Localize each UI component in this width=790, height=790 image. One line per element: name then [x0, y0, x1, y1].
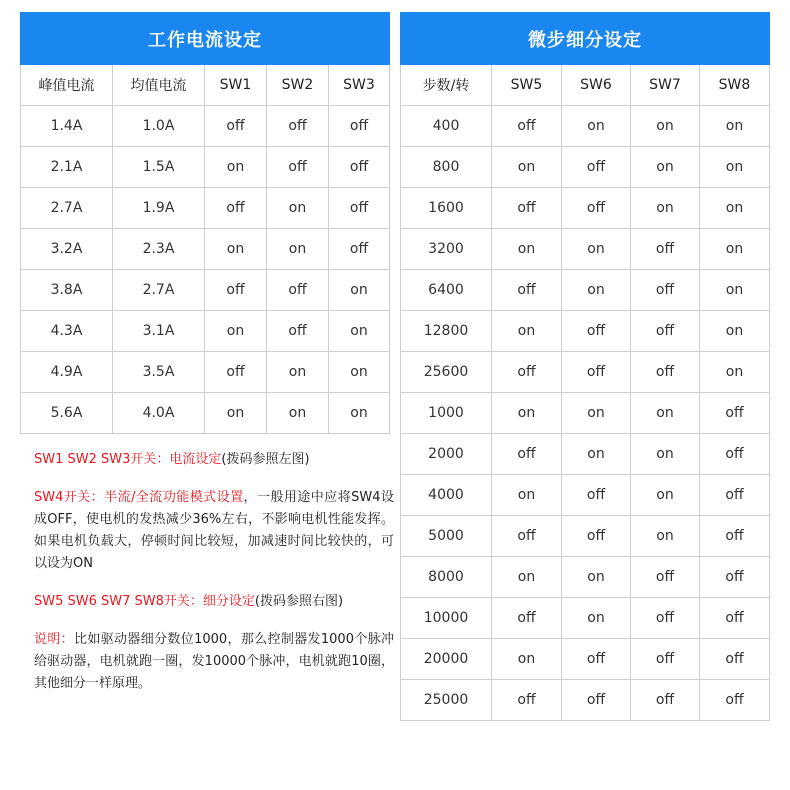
table-cell: off [492, 598, 562, 639]
note-explanation [34, 629, 394, 695]
note-label: SW4开关：半流/全流功能模式设置 [34, 490, 244, 505]
table-cell: off [492, 188, 562, 229]
table-cell: off [700, 434, 770, 475]
table-cell: on [329, 270, 390, 311]
table-cell: off [700, 598, 770, 639]
table-cell: 2000 [401, 434, 492, 475]
table-cell: 8000 [401, 557, 492, 598]
table-row [401, 352, 770, 393]
table-row [21, 393, 390, 434]
note-text: (拨码参照右图) [254, 594, 344, 609]
table-cell: 2.1A [21, 147, 113, 188]
table-cell: 2.3A [113, 229, 205, 270]
table-cell: on [492, 639, 562, 680]
table-cell: off [205, 270, 267, 311]
table-cell: 3.2A [21, 229, 113, 270]
table-cell: on [700, 147, 770, 188]
note-text: (拨码参照左图) [221, 452, 310, 467]
table-row [21, 229, 390, 270]
header-sw1: SW1 [205, 65, 267, 106]
table-row [401, 680, 770, 721]
table-cell: off [267, 147, 329, 188]
table-cell: on [700, 311, 770, 352]
table-cell: off [631, 557, 700, 598]
table-cell: 400 [401, 106, 492, 147]
table-row [401, 475, 770, 516]
table-row [401, 598, 770, 639]
table-cell: on [492, 393, 562, 434]
table-cell: off [631, 639, 700, 680]
table-row [21, 311, 390, 352]
table-row [401, 270, 770, 311]
table-cell: off [562, 680, 631, 721]
table-cell: off [631, 598, 700, 639]
table-cell: 4000 [401, 475, 492, 516]
table-cell: off [329, 229, 390, 270]
table-cell: off [631, 270, 700, 311]
notes-block [34, 449, 394, 711]
table-cell: off [492, 352, 562, 393]
note-label: SW1 SW2 SW3开关：电流设定 [34, 452, 222, 467]
table-cell: off [492, 106, 562, 147]
table-row [21, 188, 390, 229]
table-cell: on [329, 393, 390, 434]
table-cell: off [631, 352, 700, 393]
table-cell: on [562, 557, 631, 598]
note-text: ，一般用途中应将SW4设成OFF，使电机的发热减少36%左右，不影响电机性能发挥。如果电机负载大，停顿时间比较短，加减速时间比较快的，可以设为ON [34, 490, 394, 571]
table-row [401, 393, 770, 434]
table-cell: 25600 [401, 352, 492, 393]
table-cell: on [562, 393, 631, 434]
table-row [401, 229, 770, 270]
table-cell: on [205, 393, 267, 434]
table-row [401, 557, 770, 598]
table-row [21, 352, 390, 393]
table-cell: on [700, 106, 770, 147]
header-avg-current: 均值电流 [113, 65, 205, 106]
table-cell: off [267, 106, 329, 147]
table-cell: 1600 [401, 188, 492, 229]
table-cell: off [700, 393, 770, 434]
header-steps-per-rev: 步数/转 [401, 65, 492, 106]
table-row [21, 106, 390, 147]
header-peak-current: 峰值电流 [21, 65, 113, 106]
table-cell: off [700, 475, 770, 516]
table-cell: 4.9A [21, 352, 113, 393]
table-cell: on [267, 188, 329, 229]
table-cell: 2.7A [21, 188, 113, 229]
table-row [401, 106, 770, 147]
table-cell: on [700, 229, 770, 270]
table-row [401, 147, 770, 188]
table-cell: off [562, 188, 631, 229]
table-cell: 10000 [401, 598, 492, 639]
table-row [21, 270, 390, 311]
table-cell: off [267, 270, 329, 311]
table-cell: on [562, 229, 631, 270]
table-cell: 20000 [401, 639, 492, 680]
table-cell: 6400 [401, 270, 492, 311]
table-row [401, 311, 770, 352]
table-cell: off [205, 188, 267, 229]
table-cell: off [631, 311, 700, 352]
table-cell: on [562, 270, 631, 311]
table-cell: off [492, 680, 562, 721]
table-cell: off [562, 147, 631, 188]
table-cell: off [492, 516, 562, 557]
table-cell: 1.5A [113, 147, 205, 188]
table-cell: 1000 [401, 393, 492, 434]
table-cell: on [631, 516, 700, 557]
table-cell: on [631, 106, 700, 147]
table-cell: off [700, 639, 770, 680]
table-cell: on [562, 598, 631, 639]
table-cell: off [631, 680, 700, 721]
table-cell: on [631, 434, 700, 475]
header-sw8: SW8 [700, 65, 770, 106]
table-cell: on [205, 147, 267, 188]
table-cell: on [267, 393, 329, 434]
table-cell: on [700, 270, 770, 311]
table-cell: 3.5A [113, 352, 205, 393]
header-sw3: SW3 [329, 65, 390, 106]
table-cell: off [562, 311, 631, 352]
header-sw6: SW6 [562, 65, 631, 106]
header-sw2: SW2 [267, 65, 329, 106]
table-cell: 1.9A [113, 188, 205, 229]
table-cell: off [492, 270, 562, 311]
header-sw5: SW5 [492, 65, 562, 106]
table-cell: on [562, 106, 631, 147]
microstep-table-body [401, 106, 770, 721]
current-setting-table [20, 12, 390, 434]
current-table-title: 工作电流设定 [21, 13, 390, 65]
table-cell: on [492, 475, 562, 516]
table-row [401, 516, 770, 557]
note-current-switches [34, 449, 394, 471]
table-cell: 800 [401, 147, 492, 188]
table-cell: on [492, 147, 562, 188]
table-cell: on [700, 352, 770, 393]
current-table-body [21, 106, 390, 434]
table-cell: on [562, 434, 631, 475]
table-cell: off [700, 680, 770, 721]
note-label: 说明： [34, 632, 75, 647]
table-cell: on [205, 229, 267, 270]
table-cell: off [562, 639, 631, 680]
table-cell: off [562, 516, 631, 557]
table-cell: 4.0A [113, 393, 205, 434]
table-cell: on [492, 557, 562, 598]
table-cell: off [562, 352, 631, 393]
table-cell: 12800 [401, 311, 492, 352]
microstep-table [400, 12, 770, 721]
table-cell: off [329, 106, 390, 147]
table-cell: off [329, 147, 390, 188]
table-row [401, 434, 770, 475]
table-cell: 1.0A [113, 106, 205, 147]
table-cell: off [562, 475, 631, 516]
table-cell: 5.6A [21, 393, 113, 434]
table-cell: off [205, 352, 267, 393]
table-cell: off [700, 557, 770, 598]
microstep-table-title: 微步细分设定 [401, 13, 770, 65]
table-cell: on [492, 229, 562, 270]
table-row [21, 147, 390, 188]
table-cell: 2.7A [113, 270, 205, 311]
table-cell: on [329, 311, 390, 352]
table-cell: 5000 [401, 516, 492, 557]
table-cell: 3200 [401, 229, 492, 270]
table-cell: 3.1A [113, 311, 205, 352]
table-cell: on [267, 352, 329, 393]
table-cell: off [700, 516, 770, 557]
table-cell: 3.8A [21, 270, 113, 311]
table-cell: on [631, 393, 700, 434]
note-subdiv-switches [34, 591, 394, 613]
table-row [401, 188, 770, 229]
table-cell: on [329, 352, 390, 393]
table-cell: off [267, 311, 329, 352]
note-label: SW5 SW6 SW7 SW8开关：细分设定 [34, 594, 255, 609]
table-cell: on [267, 229, 329, 270]
table-cell: off [205, 106, 267, 147]
table-cell: off [631, 229, 700, 270]
table-cell: 25000 [401, 680, 492, 721]
table-cell: on [631, 475, 700, 516]
table-cell: on [631, 147, 700, 188]
table-cell: on [631, 188, 700, 229]
table-cell: off [492, 434, 562, 475]
table-cell: on [700, 188, 770, 229]
header-sw7: SW7 [631, 65, 700, 106]
table-row [401, 639, 770, 680]
table-cell: on [492, 311, 562, 352]
table-cell: on [205, 311, 267, 352]
note-sw4 [34, 487, 394, 575]
table-cell: 4.3A [21, 311, 113, 352]
note-text: 比如驱动器细分数位1000，那么控制器发1000个脉冲给驱动器，电机就跑一圈，发10000个脉冲，电机就跑10圈，其他细分一样原理。 [34, 632, 394, 691]
table-cell: 1.4A [21, 106, 113, 147]
table-cell: off [329, 188, 390, 229]
